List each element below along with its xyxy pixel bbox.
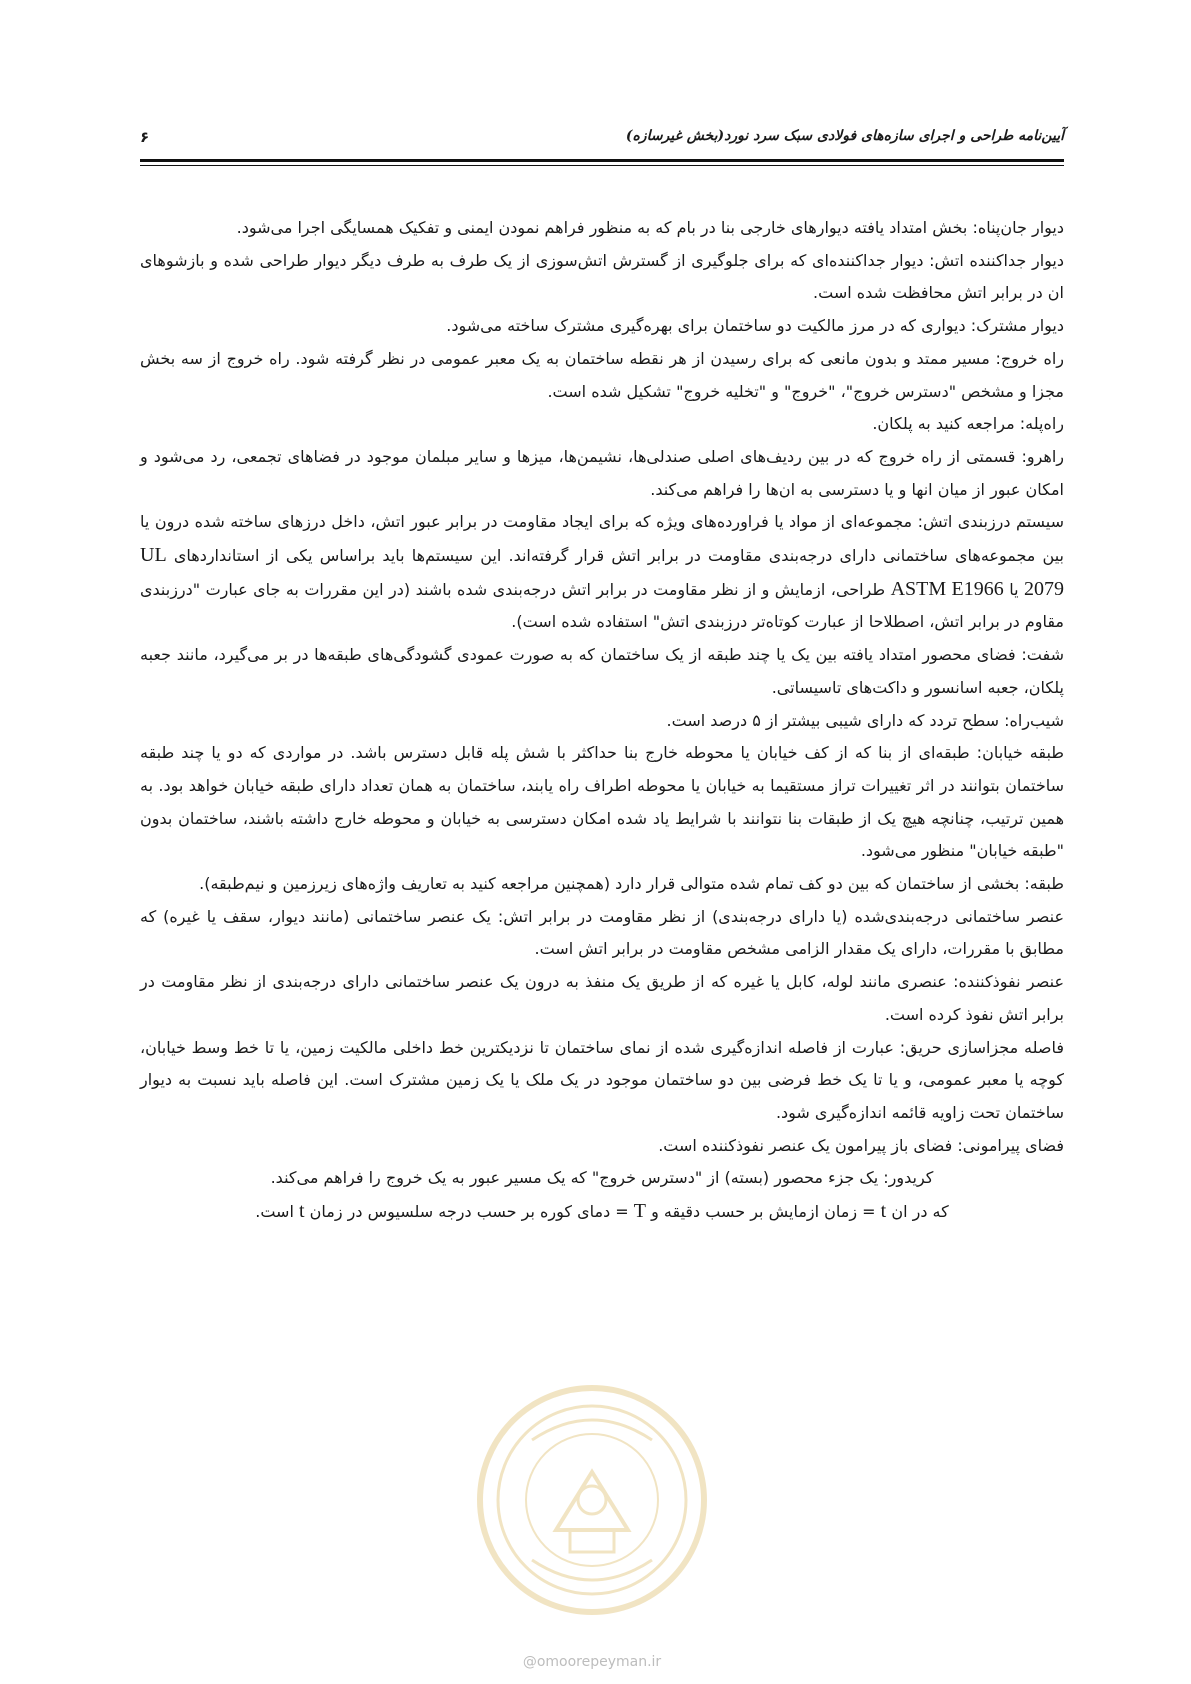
page-header [140,128,1064,154]
definition-paragraph: دیوار جان‌پناه: بخش امتداد یافته دیوارهای خارجی بنا در بام که به منظور فراهم نمودن ایمنی و تفکیک همسایگی اجرا می‌شود. [236,218,1064,237]
symbol-t: t [880,1200,887,1223]
header-rule-thin [140,165,1064,166]
running-title: آیین‌نامه طراحی و اجرای سازه‌های فولادی سبک سرد نورد(بخش غیرسازه) [625,128,1064,144]
definition-paragraph: عنصر ساختمانی درجه‌بندی‌شده (یا دارای درجه‌بندی) از نظر مقاومت در برابر اتش: یک عنصر ساختمانی (مانند دیوار، سقف یا غیره) که مطابق با مقررات، دارای یک مقدار الزامی مشخص مقاومت در برابر اتش است. [140,906,1064,959]
formula-text-d: است. [255,1202,294,1222]
watermark-site: @omoorepeyman.ir [522,1654,662,1670]
definition-paragraph: شیب‌راه: سطح تردد که دارای شیبی بیشتر از ۵ درصد است. [666,710,1064,730]
formula-note [140,1195,1064,1229]
definition-paragraph: عنصر نفوذکننده: عنصری مانند لوله، کابل یا غیره که از طریق یک منفذ به درون یک عنصر ساختمانی دارای درجه‌بندی از نظر مقاومت در برابر اتش نفوذ کرده است. [140,972,1064,1024]
definition-paragraph: شفت: فضای محصور امتداد یافته بین یک یا چند طبقه از یک ساختمان که به صورت عمودی گشودگی‌های طبقه‌ها در بر می‌گیرد، مانند جعبه پلکان، جعبه اسانسور و داکت‌های تاسیساتی. [140,645,1064,697]
definition-paragraph: فاصله مجزاسازی حریق: عبارت از فاصله اندازه‌گیری شده از نمای ساختمان تا نزدیکترین خط داخلی مالکیت زمین، یا تا خط وسط خیابان، کوچه یا معبر عمومی، و یا تا یک خط فرضی بین دو ساختمان موجود در یک ملک یا یک زمین مشترک است. این فاصله باید نسبت به دیوار ساختمان تحت زاویه قائمه اندازه‌گیری شود. [140,1037,1064,1122]
seal-watermark-icon [472,1380,712,1620]
symbol-T: T [633,1200,646,1223]
symbol-t-2: t [299,1200,305,1223]
definition-paragraph: طبقه خیابان: طبقه‌ای از بنا که از کف خیابان یا محوطه خارج بنا حداکثر با شش پله قابل دسترس باشد. در مواردی که دو یا چند طبقه ساختمان بتوانند در اثر تغییرات تراز مستقیما به خیابان یا محوطه اطراف راه یابند، ساختمان به همان تعداد دارای طبقه خیابان خواهد بود. به همین ترتیب، چنانچه هیچ یک از طبقات بنا نتوانند با شرایط یاد شده امکان دسترسی به خیابان و محوطه خارج داشته باشند، ساختمان بدون "طبقه خیابان" منظور می‌شود. [140,743,1064,861]
standard-ul: UL 2079 [140,544,1065,600]
page-number: ۶ [140,128,150,146]
definition-paragraph: دیوار مشترک: دیواری که در مرز مالکیت دو ساختمان برای بهره‌گیری مشترک ساخته می‌شود. [446,316,1064,336]
definition-paragraph: فضای پیرامونی: فضای باز پیرامون یک عنصر نفوذکننده است. [658,1135,1064,1155]
firestop-text-1: سیستم درزبندی اتش: مجموعه‌ای از مواد یا فراورده‌های ویژه که برای ایجاد مقاومت در برابر عبور اتش، داخل درزهای ساخته شده درون یا بین مجموعه‌های ساختمانی دارای درجه‌بندی مقاومت در برابر اتش قرار گرفته‌اند. این سیستم‌ها باید براساس یکی از استانداردهای [140,512,1064,566]
definition-paragraph-firestop [140,506,1064,639]
formula-text-b: = زمان ازمایش بر حسب دقیقه و [651,1202,876,1222]
formula-text-c: = دمای کوره بر حسب درجه سلسیوس در زمان [309,1202,629,1222]
formula-text-a: که در ان [891,1202,949,1222]
definitions-body [140,212,1064,1229]
firestop-text-2: طراحی، ازمایش و از نظر مقاومت در برابر اتش درجه‌بندی شده باشند (در این مقررات به جای عبارت "درزبندی مقاوم در برابر اتش، اصطلاحا از عبارت کوتاه‌تر درزبندی اتش" استفاده شده است). [140,579,1064,632]
firestop-or: یا [1009,579,1019,599]
header-rule-thick [140,159,1064,162]
definition-paragraph: طبقه: بخشی از ساختمان که بین دو کف تمام شده متوالی قرار دارد (همچنین مراجعه کنید به تعاریف واژه‌های زیرزمین و نیم‌طبقه). [199,874,1064,894]
definition-paragraph: راهرو: قسمتی از راه خروج که در بین ردیف‌های اصلی صندلی‌ها، نشیمن‌ها، میزها و سایر مبلمان موجود در فضاهای تجمعی، رد می‌شود و امکان عبور از میان انها و یا دسترسی به ان‌ها را فراهم می‌کند. [140,446,1064,499]
definition-paragraph: راه خروج: مسیر ممتد و بدون مانعی که برای رسیدن از هر نقطه ساختمان به یک معبر عمومی در نظر گرفته شود. راه خروج از سه بخش مجزا و مشخص "دسترس خروج"، "خروج" و "تخلیه خروج" تشکیل شده است. [140,348,1064,401]
corridor-definition: کریدور: یک جزء محصور (بسته) از "دسترس خروج" که یک مسیر عبور به یک خروج را فراهم می‌کند. [270,1168,934,1188]
definition-paragraph: راه‌پله: مراجعه کنید به پلکان. [872,414,1064,434]
definition-paragraph: دیوار جداکننده اتش: دیوار جداکننده‌ای که برای جلوگیری از گسترش اتش‌سوزی از یک طرف به طرف دیگر دیوار طراحی شده و بازشوهای ان در برابر اتش محافظت شده است. [140,250,1064,303]
standard-astm: ASTM E1966 [890,577,1004,600]
